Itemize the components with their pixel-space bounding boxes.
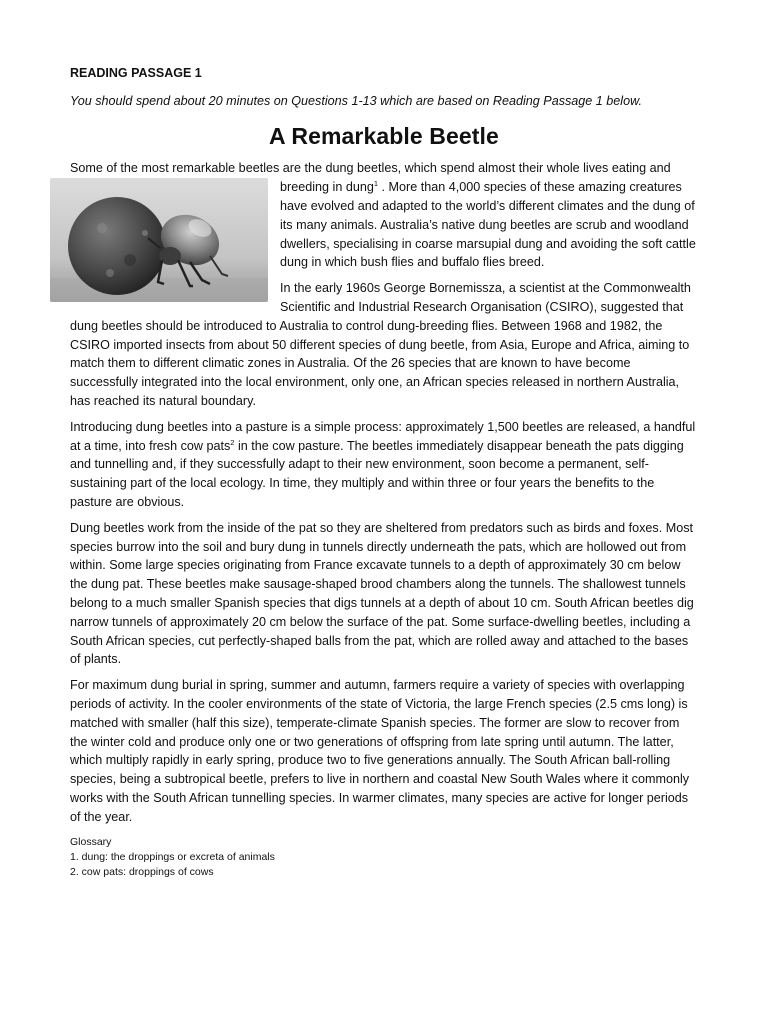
passage-label: READING PASSAGE 1: [70, 66, 202, 80]
passage-title: A Remarkable Beetle: [269, 122, 499, 149]
paragraph-2: In the early 1960s George Bornemissza, a scientist at the Commonwealth Scientific and Industrial Research Organisation (CSIRO), suggested that dung beetles should be introduced to Australia to control dung-breeding flies. Between 1968 and 1982, the CSIRO imported insects from about 50 different species of dung beetle, from Asia, Europe and Africa, aiming to match them to different climatic zones in Australia. Of the 26 species that are known to have become successfully integrated into the local environment, only one, an African species released in northern Australia, has reached its natural boundary.: [70, 281, 691, 408]
glossary-item: 1. dung: the droppings or excreta of animals: [70, 851, 275, 864]
footnote-ref-1: 1: [373, 179, 379, 189]
footnote-ref-2: 2: [230, 437, 235, 447]
glossary-item: 2. cow pats: droppings of cows: [70, 866, 214, 879]
glossary-heading: Glossary: [70, 836, 112, 849]
paragraph-1: Some of the most remarkable beetles are the dung beetles, which spend almost their whole lives eating and breeding in dung$^1$ . More than 4,000 species of these amazing creatures have evolved and adapted to the world’s different climates and the dung of its many animals. Australia’s native dung beetles are scrub and woodland dwellers, specialising in coarse marsupial dung and avoiding the soft cattle dung in which bush flies and buffalo flies breed.: [70, 159, 698, 272]
paragraph-3: Introducing dung beetles into a pasture is a simple process: approximately 1,500 beetles are released, a handful at a time, into fresh cow pats$^2$ in the cow pasture. The beetles immediately disappear beneath the pats digging and tunnelling and, if they successfully adapt to their new environment, soon become a permanent, self-sustaining part of the local ecology. In time, they multiply and within three or four years the benefits to the pasture are obvious.: [70, 419, 696, 509]
glossary: [70, 835, 698, 880]
paragraph-5: For maximum dung burial in spring, summer and autumn, farmers require a variety of species with overlapping periods of activity. In the cooler environments of the state of Victoria, the large French species (2.5 cms long) is matched with smaller (half this size), temperate-climate Spanish species. The former are slow to recover from the winter cold and produce only one or two generations of offspring from late spring until autumn. The latter, which multiply rapidly in early spring, produce two to five generations annually. The South African ball-rolling species, being a subtropical beetle, prefers to live in northern and coastal New South Wales where it commonly works with the South African tunnelling species. In warmer climates, many species are active for longer periods of the year.: [70, 678, 690, 824]
passage-instruction: You should spend about 20 minutes on Questions 1-13 which are based on Reading Passage 1 below.: [70, 93, 643, 108]
dung-beetle-photo: [50, 178, 268, 302]
paragraph-4: Dung beetles work from the inside of the pat so they are sheltered from predators such as birds and foxes. Most species burrow into the soil and bury dung in tunnels directly underneath the pats, which are hollowed out from within. Some large species originating from France excavate tunnels to a depth of approximately 30 cm below the dung pat. These beetles make sausage-shaped brood chambers along the tunnels. The shallowest tunnels belong to a much smaller Spanish species that digs tunnels at a depth of about 10 cm. South African beetles dig narrow tunnels of approximately 20 cm below the surface of the pat. Some surface-dwelling beetles, including a South African species, cut perfectly-shaped balls from the pat, which are rolled away and attached to the bases of plants.: [70, 520, 694, 667]
